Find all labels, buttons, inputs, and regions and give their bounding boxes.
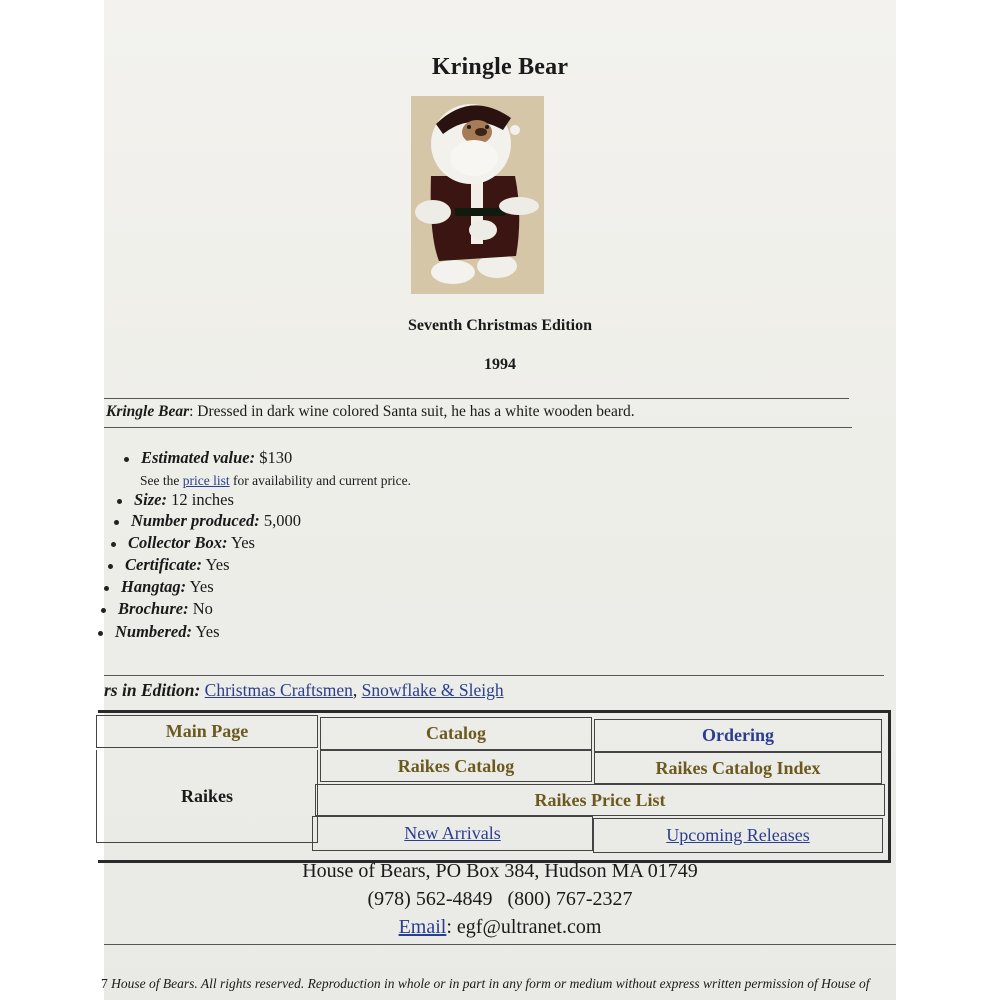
price-note-before: See the	[140, 473, 183, 488]
description-text: : Dressed in dark wine colored Santa suit, he has a white wooden beard.	[189, 403, 635, 420]
upcoming-releases-link[interactable]: Upcoming Releases	[593, 818, 883, 853]
copyright-notice	[101, 976, 869, 992]
email-address: : egf@ultranet.com	[446, 916, 602, 938]
navigation-table	[98, 710, 891, 863]
spec-value: No	[192, 599, 213, 618]
spec-value: Yes	[205, 555, 230, 574]
bullet	[117, 499, 122, 504]
bear-photo	[411, 96, 544, 294]
spec-label: Certificate:	[125, 555, 202, 574]
spec-value: 5,000	[263, 511, 302, 530]
list-item	[98, 622, 220, 642]
others-in-edition	[104, 680, 504, 701]
bullet	[108, 564, 113, 569]
spec-label: Number produced:	[131, 511, 260, 530]
list-item	[104, 577, 214, 597]
divider	[104, 944, 896, 945]
brand-label: Raikes	[96, 750, 318, 843]
copyright-year: 7	[101, 976, 108, 991]
contact-phones: (978) 562-4849 (800) 767-2327	[367, 888, 633, 910]
email-link[interactable]: Email	[398, 916, 447, 938]
others-label: rs in Edition:	[104, 680, 201, 700]
raikes-catalog-link[interactable]: Raikes Catalog	[320, 750, 592, 782]
list-item	[124, 448, 292, 468]
edition-year: 1994	[484, 356, 516, 373]
price-list-link[interactable]: price list	[182, 473, 230, 488]
spec-value: Yes	[195, 622, 220, 641]
raikes-catalog-index-link[interactable]: Raikes Catalog Index	[594, 752, 882, 784]
divider	[104, 675, 884, 676]
snowflake-sleigh-link[interactable]: Snowflake & Sleigh	[361, 680, 504, 700]
description	[106, 403, 635, 421]
main-page-link[interactable]: Main Page	[96, 715, 318, 748]
christmas-craftsmen-link[interactable]: Christmas Craftsmen	[204, 680, 353, 700]
spec-label: Numbered:	[115, 622, 192, 641]
bullet	[111, 542, 116, 547]
divider	[104, 427, 852, 428]
list-item	[111, 533, 255, 553]
printed-page	[101, 0, 896, 1000]
spec-label: Size:	[134, 490, 167, 509]
bullet	[114, 520, 119, 525]
spec-value: $130	[259, 448, 293, 467]
spec-value: 12 inches	[171, 490, 234, 509]
spec-label: Brochure:	[118, 599, 189, 618]
raikes-price-list-link[interactable]: Raikes Price List	[315, 784, 885, 816]
spec-value: Yes	[230, 533, 255, 552]
separator: ,	[352, 680, 358, 700]
bullet	[124, 457, 129, 462]
list-item	[114, 511, 301, 531]
spec-label: Collector Box:	[128, 533, 228, 552]
contact-email	[104, 916, 896, 939]
spec-label: Estimated value:	[141, 448, 256, 467]
price-note-after: for availability and current price.	[229, 473, 412, 488]
spec-value: Yes	[189, 577, 214, 596]
edition-subtitle: Seventh Christmas Edition	[407, 317, 593, 334]
bullet	[98, 631, 103, 636]
page-title: Kringle Bear	[431, 54, 569, 80]
catalog-link[interactable]: Catalog	[320, 717, 592, 750]
contact-address: House of Bears, PO Box 384, Hudson MA 01749	[302, 860, 698, 882]
bullet	[104, 586, 109, 591]
bullet	[101, 608, 106, 613]
divider	[104, 398, 849, 399]
ordering-link[interactable]: Ordering	[594, 719, 882, 752]
copyright-text: House of Bears. All rights reserved. Reproduction in whole or in part in any form or medium without express written permission of House of	[107, 976, 870, 991]
list-item	[108, 555, 230, 575]
list-item	[101, 599, 213, 619]
list-item	[117, 490, 234, 510]
new-arrivals-link[interactable]: New Arrivals	[312, 816, 593, 851]
price-note	[140, 473, 411, 489]
description-name: Kringle Bear	[106, 403, 190, 420]
spec-label: Hangtag:	[121, 577, 187, 596]
